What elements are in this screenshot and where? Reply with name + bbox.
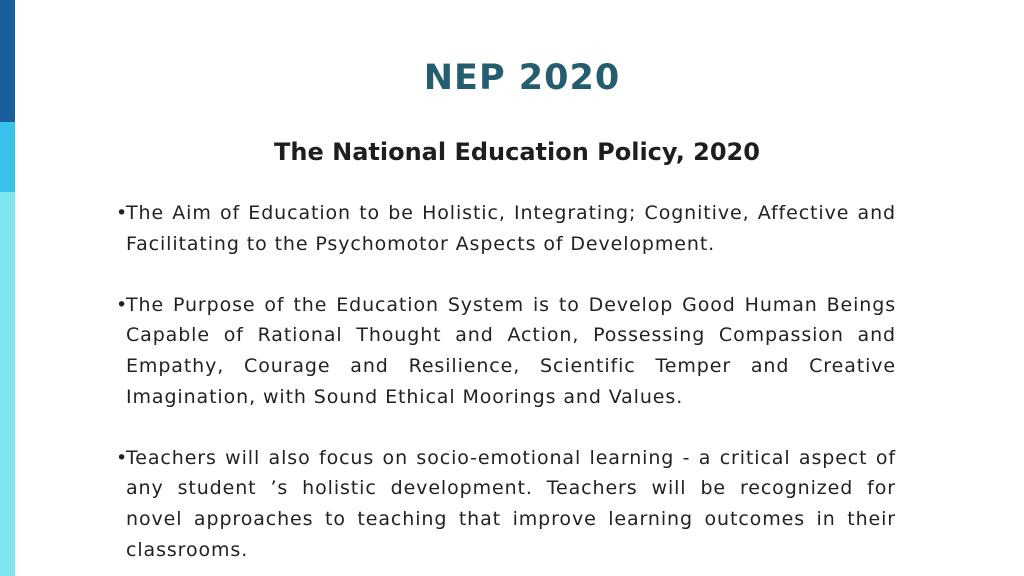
bullet-icon: • bbox=[116, 202, 129, 224]
bullet-item-teachers bbox=[116, 443, 896, 565]
bullet-text-aim: The Aim of Education to be Holistic, Integrating; Cognitive, Affective and Facilitating to the Psychomotor Aspects of Development. bbox=[126, 202, 896, 255]
bullet-item-aim bbox=[116, 198, 896, 259]
accent-bar-light-segment bbox=[0, 192, 15, 576]
bullet-text-purpose: The Purpose of the Education System is to Develop Good Human Beings Capable of Rational Thought and Action, Possessing Compassion and Empathy, Courage and Resilience, Scientific Temper and Creative Imagination, with Sound Ethical Moorings and Values. bbox=[126, 293, 896, 408]
slide-subtitle: The National Education Policy, 2020 bbox=[274, 138, 760, 166]
bullet-text-teachers: Teachers will also focus on socio-emotional learning - a critical aspect of any student ’s holistic development. Teachers will be recognized for novel approaches to teaching that improve learning outcomes in their classrooms. bbox=[126, 446, 896, 561]
bullet-list bbox=[116, 198, 896, 576]
slide-title: NEP 2020 bbox=[423, 58, 621, 98]
bullet-item-purpose bbox=[116, 290, 896, 412]
bullet-icon: • bbox=[116, 446, 129, 469]
bullet-icon: • bbox=[116, 293, 129, 316]
